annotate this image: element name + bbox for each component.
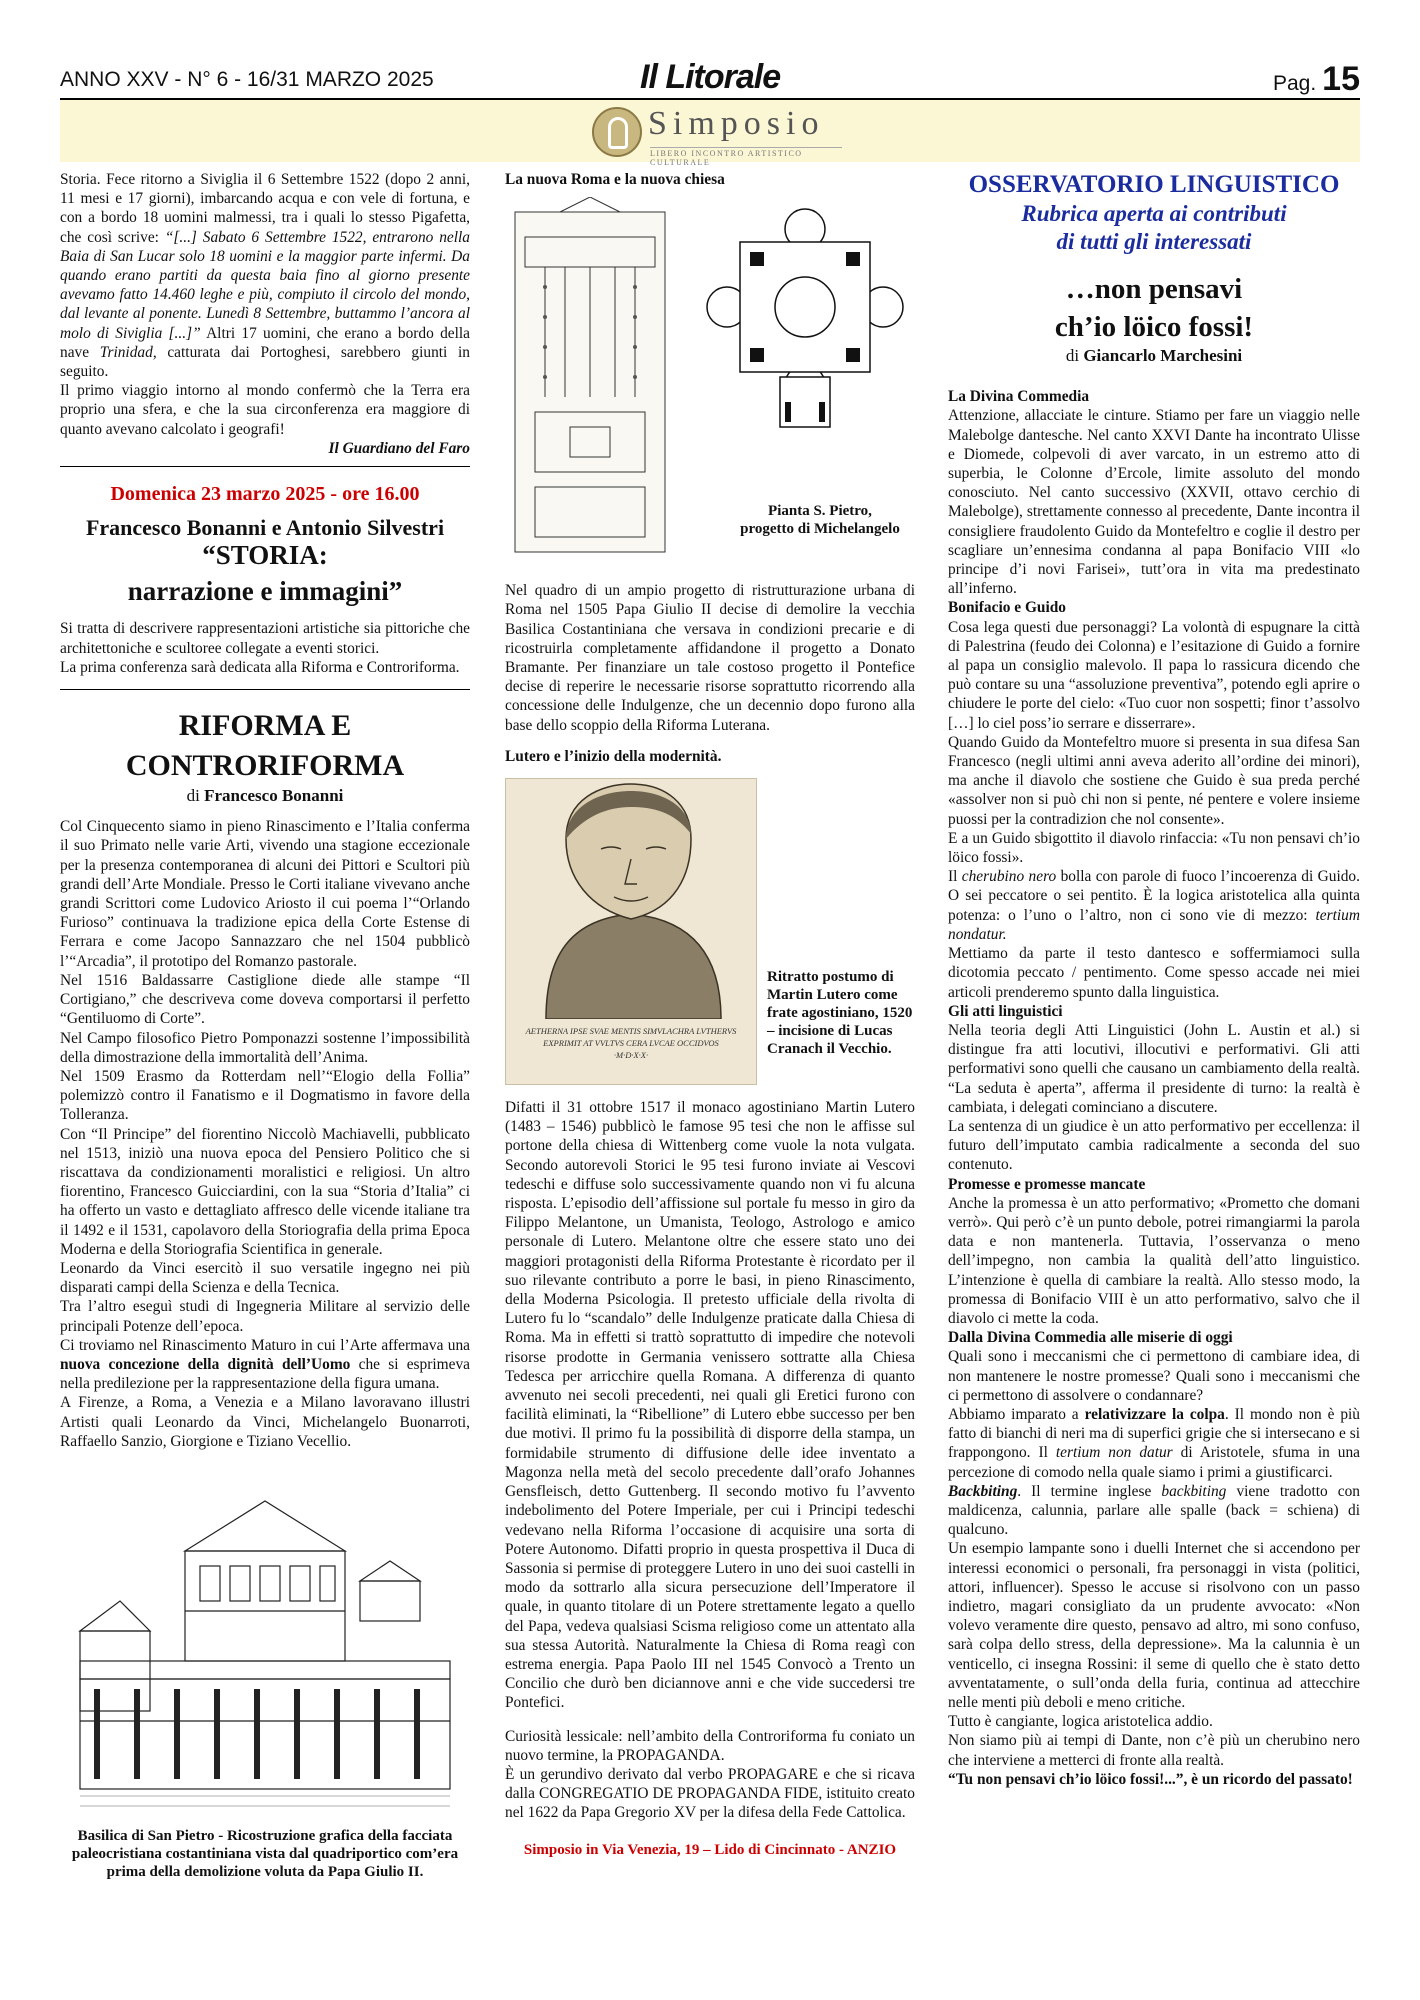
article-paragraph: Quando Guido da Montefeltro muore si presenta in sua difesa San Francesco (negli ultimi anni aveva aderito all’ordine dei minori), ma anche il diavolo che sostiene che Guido è sua preda perché «assolver non si può chi non si pente, né pentere e volere insieme puossi per la contradizion che nol consente». bbox=[948, 733, 1360, 828]
article-paragraph: E a un Guido sbigottito il diavolo rinfaccia: «Tu non pensavi ch’io löico fossi». bbox=[948, 829, 1360, 867]
article-paragraph: Attenzione, allacciate le cinture. Stiamo per fare un viaggio nelle Malebolge dantesche. Nel canto XXVI Dante ha incontrato Ulisse e Diomede, colpevoli di aver varcato, in un estremo atto di superbia, le Colonne d’Ercole, limite assoluto del mondo conosciuto. Nel canto successivo (XXVII, ottavo cerchio di Malebolge), strettamente connesso al precedente, Dante incontra il consigliere fraudolento Guido da Montefeltro e coglie il destro per scagliare un’ennesima condanna al papa Bonifacio VIII «lo principe d’i novi Farisei», tutt’ora in vita ma predestinato all’inferno. bbox=[948, 407, 1360, 598]
article-paragraph: Quali sono i meccanismi che ci permettono di cambiare idea, di non mantenere le nostre promesse? Quali sono i meccanismi che ci permettono di assolvere o condannare? bbox=[948, 1348, 1360, 1404]
portrait-caption: Ritratto postumo di Martin Lutero come frate agostiniano, 1520 – incisione di Lucas Cranach il Vecchio. bbox=[767, 969, 913, 1058]
intro-paragraph: Storia. Fece ritorno a Siviglia il 6 Settembre 1522 (dopo 2 anni, 11 mesi e 17 giorni), imbarcando acqua e con vele di fortuna, e con a bordo 18 uomini malmessi, tra i quali lo stesso Pigafetta, che così scrive: “[...] Sabato 6 Settembre 1522, entrarono nella Baia di San Lucar solo 18 uomini e la maggior parte infermi. Da quando erano partiti da questa baia fino al giorno presente avevamo fatto 14.460 leghe e più, compiuto il circolo del mondo, dal levante al ponente. Lunedì 8 Settembre, buttammo l’ancora al molo di Siviglia [...]” Altri 17 uomini, che erano a bordo della nave Trinidad, catturata dai Portoghesi, sarebbero giunti in seguito. bbox=[60, 171, 470, 381]
subheading: Promesse e promesse mancate bbox=[948, 1175, 1146, 1193]
luther-portrait bbox=[506, 779, 756, 1019]
pigafetta-quote: “[...] Sabato 6 Settembre 1522, entrarono nella Baia di San Lucar solo 18 uomini e la maggior parte infermi. Da quando erano partiti da questa baia fino al giorno presente avevamo fatto 14.460 leghe e più, compiuto il circolo del mondo, dal levante al ponente. Lunedì 8 Settembre, buttammo l’ancora al molo di Siviglia [...]” bbox=[60, 228, 470, 342]
article-paragraph: Nella teoria degli Atti Linguistici (John L. Austin et al.) si distingue fra atti locutivi, illocutivi e performativi. Gli atti performativi sono quelli che causano un cambiamento della realtà. “La seduta è aperta”, afferma il presidente di turno: la realtà è cambiata, i delegati cominciano a discutere. bbox=[948, 1021, 1360, 1116]
closing-line: “Tu non pensavi ch’io löico fossi!...”, è un ricordo del passato! bbox=[948, 1770, 1353, 1788]
article-paragraph: Tra l’altro eseguì studi di Ingegneria Militare al servizio delle principali Potenze dell’epoca. bbox=[60, 1298, 470, 1335]
article-paragraph: A Firenze, a Roma, a Venezia e a Milano lavoravano illustri Artisti quali Leonardo da Vinci, Michelangelo Buonarroti, Raffaello Sanzio, Giorgione e Tiziano Vecellio. bbox=[60, 1394, 470, 1450]
basilica-drawing bbox=[60, 1481, 470, 1821]
closing-paragraph: Il primo viaggio intorno al mondo confermò che la Terra era proprio una sfera, e che la sua circonferenza era maggiore di quanto avevano calcolato i geografi! bbox=[60, 382, 470, 438]
simposio-logo-icon bbox=[592, 107, 642, 157]
article-paragraph: Col Cinquecento siamo in pieno Rinascimento e l’Italia conferma il suo Primato nelle varie Arti, vivendo una stagione eccezionale per la presenza contemporanea di alcuni dei Pittori e Scultori più grandi dell’Arte Mondiale. Presso le Corti italiane vivevano anche grandi Scrittori come Ludovico Ariosto il cui poema l’“Orlando Furioso” continuava la tradizione epica della Corte Estense di Ferrara e come Jacopo Sannazzaro che nel 1504 pubblicò l’“Arcadia”, il prototipo del Romanzo pastorale. bbox=[60, 818, 470, 970]
article-paragraph: È un gerundivo derivato dal verbo PROPAGARE e che si ricava dalla CONGREGATIO DE PROPAGANDA FIDE, istituito creato nel 1622 da Papa Gregorio XV per la difesa della Fede Cattolica. bbox=[505, 1765, 915, 1822]
article-title-line2: ch’io löico fossi! bbox=[1054, 311, 1254, 343]
article-paragraph: Cosa lega questi due personaggi? La volontà di espugnare la città di Palestrina (feudo dei Colonna) e l’esitazione di Guido a fornire al papa un consiglio malevolo. Il papa lo rassicura dicendo che può contare su una “assoluzione preventiva”, potendo egli aprire o chiudere le porte del cielo: «Tuo cuor non sospetti; finor t’assolvo […] lo ciel poss’io serrare e disserrare». bbox=[948, 618, 1360, 732]
article-paragraph: Nel 1509 Erasmo da Rotterdam nell’“Elogio della Follia” polemizzò contro il Fanatismo e il Dogmatismo in favore della Tolleranza. bbox=[60, 1067, 470, 1124]
masthead: Il Litorale bbox=[640, 58, 781, 96]
page-number: 15 bbox=[1322, 60, 1360, 98]
rubric-title: OSSERVATORIO LINGUISTICO bbox=[968, 171, 1340, 198]
subheading: La Divina Commedia bbox=[948, 388, 1090, 406]
article-paragraph: Ci troviamo nel Rinascimento Maturo in cui l’Arte affermava una nuova concezione della dignità dell’Uomo che si esprimeva nella predilezione per la rappresentazione della figura umana. bbox=[60, 1336, 470, 1393]
section-heading: La nuova Roma e la nuova chiesa bbox=[505, 171, 725, 188]
event-title-line2: narrazione e immagini” bbox=[127, 576, 403, 607]
article-paragraph: Anche la promessa è un atto performativo; «Prometto che domani verrò». Qui però c’è un punto debole, potrei rimangiarmi la parola data e non mantenerla. Tuttavia, l’osservanza o meno dell’impegno, non cambia la qualità dell’atto linguistico. L’intenzione è quella di cambiare la realtà. Allo stesso modo, la promessa di Bonifacio VIII è un atto performativo, salvo che il diavolo ci mette la coda. bbox=[948, 1194, 1360, 1327]
byline: di Francesco Bonanni bbox=[186, 786, 344, 806]
page-number-block bbox=[1273, 60, 1360, 99]
subheading: Bonifacio e Guido bbox=[948, 599, 1067, 617]
luther-figure bbox=[505, 778, 915, 1088]
article-paragraph: Mettiamo da parte il testo dantesco e soffermiamoci sulla dicotomia peccato / pentimento. Come spesso accade nei miei articoli prenderemo spunto dalla linguistica. bbox=[948, 945, 1360, 1001]
column-right bbox=[948, 170, 1360, 1789]
subheading: Gli atti linguistici bbox=[948, 1002, 1063, 1020]
article-paragraph: Il cherubino nero bolla con parole di fuoco l’incoerenza di Guido. O sei peccatore o sei pentito. È la logica aristotelica alla quinta potenza: o l’uno o l’altro, non ci sono vie di mezzo: tertium nondatur. bbox=[948, 868, 1360, 943]
basilica-caption: Basilica di San Pietro - Ricostruzione grafica della facciata paleocristiana costantiniana vista dal quadriportico com’era prima della demolizione voluta da Papa Giulio II. bbox=[71, 1827, 459, 1880]
article-paragraph: Con “Il Principe” del fiorentino Niccolò Machiavelli, pubblicato nel 1513, iniziò una nuova epoca del Pensiero Politico che si riscattava da condizionamenti moralistici e religiosi. Un altro fiorentino, Francesco Guicciardini, con la sua “Storia d’Italia” ci ha offerto un vasto e dettagliato affresco delle vicende italiane tra il 1492 e il 1531, capolavoro della Storiografia della prima Epoca Moderna e della Storiografia Scientifica in generale. bbox=[60, 1125, 470, 1258]
article-paragraph: Un esempio lampante sono i duelli Internet che si accendono per interessi economici o personali, fra personaggi in vista (politici, attori, influencer). Spesso le accuse si risolvono con un passo indietro, magari consigliato da un prudente avvocato: «Non volevo veramente dire questo, pensavo ad altro, mi sono confuso, sarà colpa dello stress, della depressione». Ma la calunnia è un venticello, ci insegna Rossini: il seme di quello che è stato detto avventatamente, o sull’onda della furia, continua ad attecchire nelle menti più deboli e meno critiche. bbox=[948, 1540, 1360, 1712]
event-description: Si tratta di descrivere rappresentazioni artistiche sia pittoriche che architettoniche e scultoree collegate a eventi storici. bbox=[60, 620, 470, 657]
event-authors: Francesco Bonanni e Antonio Silvestri bbox=[85, 515, 445, 541]
issue-line: ANNO XXV - N° 6 - 16/31 MARZO 2025 bbox=[60, 68, 434, 91]
page-label: Pag. bbox=[1272, 72, 1317, 95]
article-paragraph: Abbiamo imparato a relativizzare la colpa. Il mondo non è più fatto di bianchi di neri ma di superfici grigie che si intersecano e si frappongono. Il tertium non datur di Aristotele, sfuma in una percezione di comodo nella quale siamo i primi a giustificarci. bbox=[948, 1405, 1360, 1481]
engraving-inscription: AETHERNA IPSE SVAE MENTIS SIMVLACHRA LVTHERVS EXPRIMIT AT VVLTVS CERA LVCAE OCCIDVOS ·M·D·X·X· bbox=[525, 1026, 737, 1061]
article-paragraph: Difatti il 31 ottobre 1517 il monaco agostiniano Martin Lutero (1483 – 1546) pubblicò le famose 95 tesi che non le affisse sul portone della chiesa di Wittenberg come vuole la nota vulgata. Secondo autorevoli Storici le 95 tesi furono inviate ai Vescovi tedeschi e diffuse solo successivamente quando non vi fu alcuna risposta. L’episodio dell’affissione sul portale fu messo in giro da Filippo Melantone, un Umanista, Teologo, Astrologo e amico personale di Lutero. Melantone oltre che essere stato uno dei maggiori protagonisti della Riforma Protestante è ricordato per il suo rilevante contributo a porre le basi, in pieno Rinascimento, della Moderna Psicologia. Il pretesto ufficiale della rivolta di Lutero fu lo “scandalo” delle Indulgenze praticate dalla Chiesa di Roma. Ma in effetti si trattò soprattutto di impedire che notevoli risorse prodotte in Germania venissero sottratte alla Chiesa Tedesca per arricchire quella Romana. A differenza di quanto avvenuto nei secoli precedenti, nei quali gli Eretici furono con facilità eliminati, la “Ribellione” di Lutero ebbe successo per ben due motivi. Il primo fu la possibilità di disporre della stampa, un formidabile strumento di diffusione delle idee inventato a Magonza nella metà del secolo precedente dall’orafo Johannes Gensfleisch, detto Guttenberg. Il secondo motivo fu l’avvento indebolimento del Potere Imperiale, per cui i Principi tedeschi vedevano nella Riforma l’occasione di acquisire una sorta di Potere Autonomo. Difatti proprio in questa prospettiva il Duca di Sassonia si permise di proteggere Lutero in uno dei suoi castelli in modo da sottrarlo alla sicura persecuzione dell’Imperatore il quale, in quanto titolare di un Potere strettamente legato a quello del Papa, vedeva qualsiasi Scisma religioso come un attentato alla sua stessa Autorità. Naturalmente la Chiesa di Roma reagì con estrema energia. Papa Paolo III nel 1545 Convocò a Trento un Concilio che durò ben diciannove anni e che vide succedersi tre Pontefici. bbox=[505, 1099, 915, 1712]
article-paragraph: Curiosità lessicale: nell’ambito della Controriforma fu coniato un nuovo termine, la PROPAGANDA. bbox=[505, 1727, 915, 1764]
simposio-logo bbox=[592, 105, 842, 167]
logo-word: Simposio bbox=[648, 105, 825, 142]
article-paragraph: Non siamo più ai tempi di Dante, non c’è più un cherubino nero che interviene a metterci di fronte alla realtà. bbox=[948, 1732, 1360, 1769]
michelangelo-plan bbox=[705, 207, 905, 437]
article-paragraph: Backbiting. Il termine inglese backbiting viene tradotto con maldicenza, calunnia, parlare alle spalle (back = schiena) di qualcuno. bbox=[948, 1482, 1360, 1539]
column-middle bbox=[505, 170, 915, 1860]
article-paragraph: La sentenza di un giudice è un atto performativo per eccellenza: il futuro dell’imputato cambia radicalmente a seconda del suo contenuto. bbox=[948, 1117, 1360, 1174]
article-paragraph: Tutto è cangiante, logica aristotelica addio. bbox=[948, 1713, 1213, 1731]
byline: di Giancarlo Marchesini bbox=[1065, 346, 1243, 365]
column-left bbox=[60, 170, 470, 1881]
logo-subtitle: LIBERO INCONTRO ARTISTICO CULTURALE bbox=[650, 147, 842, 167]
article-title-line1: …non pensavi bbox=[1065, 273, 1243, 305]
article-paragraph: Leonardo da Vinci esercitò il suo versatile ingegno nei più disparati campi della Scienza e della Tecnica. bbox=[60, 1259, 470, 1297]
luther-engraving bbox=[505, 778, 757, 1085]
basilica-illustration bbox=[60, 1481, 470, 1821]
article-paragraph: Nel quadro di un ampio progetto di ristrutturazione urbana di Roma nel 1505 Papa Giulio II decise di demolire la vecchia Basilica Costantiniana che versava in condizioni precarie e di ricostruirla completamente affidandone il progetto a Donato Bramante. Per finanziare un tale costoso progetto il Pontefice decise di reperire le necessarie risorse soprattutto ricorrendo alla concessione delle Indulgenze, che un decennio dopo furono alla base dello scoppio della Riforma Luterana. bbox=[505, 582, 915, 734]
article-paragraph: Nel Campo filosofico Pietro Pomponazzi sostenne l’impossibilità della dimostrazione della immortalità dell’Anima. bbox=[60, 1029, 470, 1066]
event-description-2: La prima conferenza sarà dedicata alla Riforma e Controriforma. bbox=[60, 658, 460, 676]
event-date: Domenica 23 marzo 2025 - ore 16.00 bbox=[110, 483, 420, 506]
event-title-line1: “STORIA: bbox=[202, 540, 328, 571]
signature: Il Guardiano del Faro bbox=[328, 439, 470, 457]
section-heading: Lutero e l’inizio della modernità. bbox=[505, 747, 722, 765]
venue-footer: Simposio in Via Venezia, 19 – Lido di Cincinnato - ANZIO bbox=[523, 1841, 897, 1858]
page-header bbox=[60, 58, 1360, 96]
rubric-subtitle-2: di tutti gli interessati bbox=[1056, 229, 1252, 254]
article-paragraph: Nel 1516 Baldassarre Castiglione diede alle stampe “Il Cortigiano,” che descriveva come doveva comportarsi il perfetto “Gentiluomo di Corte”. bbox=[60, 971, 470, 1028]
plan-caption: Pianta S. Pietro, progetto di Michelangelo bbox=[740, 503, 900, 538]
article-title-line2: CONTRORIFORMA bbox=[125, 749, 405, 783]
article-title-line1: RIFORMA E bbox=[178, 709, 352, 743]
subheading: Dalla Divina Commedia alle miserie di oggi bbox=[948, 1329, 1233, 1347]
rubric-subtitle-1: Rubrica aperta ai contributi bbox=[1021, 201, 1287, 226]
church-plans-figure bbox=[505, 197, 915, 567]
